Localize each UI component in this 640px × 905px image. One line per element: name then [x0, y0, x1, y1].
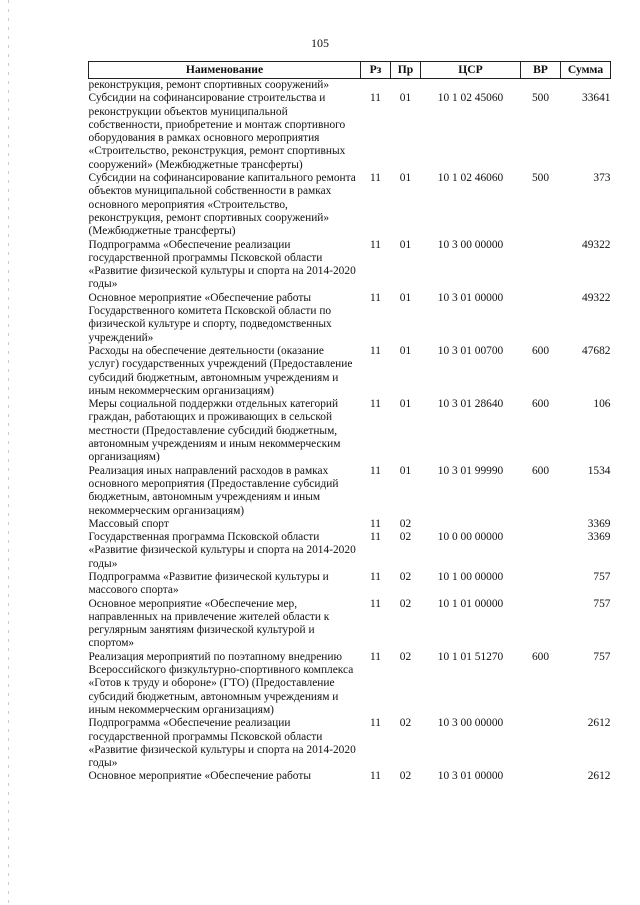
table-row	[89, 398, 611, 464]
row-vr	[521, 770, 561, 783]
row-sum: 757	[593, 570, 611, 583]
row-sum: 47682	[582, 344, 611, 357]
row-sum	[561, 79, 611, 93]
row-vr	[521, 598, 561, 651]
row-rz: 11	[370, 464, 381, 477]
row-csr: 10 1 01 51270	[437, 650, 504, 663]
row-csr: 10 3 00 00000	[437, 717, 504, 730]
row-csr: 10 1 00 00000	[437, 570, 504, 583]
row-vr: 500	[531, 172, 550, 185]
row-sum: 3369	[587, 517, 611, 530]
row-vr	[521, 79, 561, 93]
table-row	[89, 292, 611, 345]
row-sum: 373	[593, 172, 611, 185]
row-vr	[521, 531, 561, 571]
page-number: 105	[311, 36, 329, 50]
row-vr	[521, 717, 561, 770]
table-row	[89, 717, 611, 770]
row-name: Субсидии на софинансирование капитального ремонта объектов муниципальной собственности в рамках основного мероприятия «Строительство, реконструкция, ремонт спортивных сооружений» (Межбюджетные трансферты)	[88, 172, 356, 238]
table-row	[89, 79, 611, 93]
row-pr: 01	[399, 238, 412, 251]
row-pr	[391, 79, 421, 93]
row-pr: 02	[399, 770, 412, 783]
table-row	[89, 518, 611, 531]
row-sum: 3369	[587, 531, 611, 544]
row-sum: 757	[593, 597, 611, 610]
table-row	[89, 345, 611, 398]
row-name: Основное мероприятие «Обеспечение мер, направленных на привлечение жителей области к регулярным занятиям физической культурой и спортом»	[88, 597, 330, 650]
table-row	[89, 531, 611, 571]
row-name: Основное мероприятие «Обеспечение работы Государственного комитета Псковской области по физической культуре и спорту, подведомственных учреждений»	[88, 291, 332, 344]
row-name: Реализация мероприятий по поэтапному внедрению Всероссийского физкультурно-спортивного комплекса «Готов к труду и обороне» (ГТО) (Предоставление субсидий бюджетным, автономным учреждениям и иным некоммерческим организациям)	[88, 650, 354, 716]
row-name: Субсидии на софинансирование строительства и реконструкции объектов муниципальной собственности, приобретение и монтаж спортивного оборудования в рамках основного мероприятия «Строительство, реконструкция, ремонт спортивных сооружений» (Межбюджетные трансферты)	[88, 92, 346, 171]
table-row	[89, 598, 611, 651]
header-csr: ЦСР	[421, 62, 521, 79]
row-csr: 10 3 00 00000	[437, 238, 504, 251]
row-pr: 02	[399, 717, 412, 730]
table-header-row	[89, 62, 611, 79]
row-sum: 49322	[582, 291, 611, 304]
row-vr: 600	[531, 344, 550, 357]
table-row	[89, 92, 611, 172]
row-name: Подпрограмма «Обеспечение реализации государственной программы Псковской области «Развитие физической культуры и спорта на 2014-2020 годы»	[88, 238, 356, 291]
row-name: Подпрограмма «Развитие физической культуры и массового спорта»	[88, 570, 329, 597]
row-csr: 10 1 01 00000	[437, 597, 504, 610]
row-vr: 600	[531, 650, 550, 663]
header-pr: Пр	[391, 62, 421, 79]
row-rz: 11	[370, 172, 381, 185]
row-rz: 11	[370, 291, 381, 304]
row-name: Реализация иных направлений расходов в рамках основного мероприятия (Предоставление субсидий бюджетным, автономным учреждениям и иным некоммерческим организациям)	[88, 464, 339, 517]
row-rz: 11	[370, 570, 381, 583]
row-name: Меры социальной поддержки отдельных категорий граждан, работающих и проживающих в сельской местности (Предоставление субсидий бюджетным, автономным учреждениям и иным некоммерческим организациям)	[88, 398, 341, 464]
row-vr: 600	[531, 464, 550, 477]
table-row	[89, 651, 611, 717]
table-row	[89, 172, 611, 238]
row-sum: 33641	[582, 92, 611, 105]
table-row	[89, 239, 611, 292]
table-row	[89, 465, 611, 518]
budget-table	[88, 61, 611, 784]
row-vr: 600	[531, 398, 550, 411]
row-rz: 11	[370, 238, 381, 251]
row-pr: 02	[399, 650, 412, 663]
header-sum: Сумма	[561, 62, 611, 79]
table-row	[89, 571, 611, 598]
row-vr: 500	[531, 92, 550, 105]
row-sum: 49322	[582, 238, 611, 251]
row-sum: 1534	[587, 464, 611, 477]
row-sum: 2612	[587, 770, 611, 783]
row-name: Массовый спорт	[88, 517, 169, 530]
row-vr	[521, 292, 561, 345]
row-pr: 01	[399, 344, 412, 357]
row-vr	[521, 518, 561, 531]
row-sum: 106	[593, 398, 611, 411]
row-csr: 10 1 02 45060	[437, 92, 504, 105]
row-csr: 10 3 01 28640	[437, 398, 504, 411]
row-vr	[521, 571, 561, 598]
row-rz: 11	[370, 531, 381, 544]
row-pr: 01	[399, 398, 412, 411]
row-pr: 02	[399, 597, 412, 610]
scan-edge	[8, 0, 9, 905]
row-csr: 10 1 02 46060	[437, 172, 504, 185]
row-rz: 11	[370, 717, 381, 730]
row-name: Основное мероприятие «Обеспечение работы	[88, 770, 311, 783]
row-pr: 01	[399, 92, 412, 105]
row-name: Расходы на обеспечение деятельности (оказание услуг) государственных учреждений (Предоставление субсидий бюджетным, автономным учреждениям и иным некоммерческим организациям)	[88, 344, 353, 397]
header-name: Наименование	[89, 62, 361, 79]
row-rz: 11	[370, 650, 381, 663]
row-pr: 02	[399, 570, 412, 583]
table-row	[89, 770, 611, 783]
row-rz: 11	[370, 770, 381, 783]
row-pr: 02	[399, 517, 412, 530]
row-csr: 10 3 01 99990	[437, 464, 504, 477]
row-name: Подпрограмма «Обеспечение реализации государственной программы Псковской области «Развитие физической культуры и спорта на 2014-2020 годы»	[88, 717, 356, 770]
row-rz: 11	[370, 92, 381, 105]
row-csr: 10 0 00 00000	[437, 531, 504, 544]
row-pr: 01	[399, 464, 412, 477]
row-name: реконструкция, ремонт спортивных сооружений»	[88, 79, 330, 91]
row-sum: 757	[593, 650, 611, 663]
header-rz: Рз	[361, 62, 391, 79]
row-csr: 10 3 01 00000	[437, 770, 504, 783]
row-rz	[361, 79, 391, 93]
row-rz: 11	[370, 398, 381, 411]
row-csr: 10 3 01 00700	[437, 344, 504, 357]
row-name: Государственная программа Псковской области «Развитие физической культуры и спорта на 2014-2020 годы»	[88, 531, 356, 570]
row-rz: 11	[370, 344, 381, 357]
header-vr: ВР	[521, 62, 561, 79]
row-pr: 01	[399, 291, 412, 304]
row-csr: 10 3 01 00000	[437, 291, 504, 304]
row-rz: 11	[370, 517, 381, 530]
row-csr	[421, 79, 521, 93]
row-csr	[421, 518, 521, 531]
row-vr	[521, 239, 561, 292]
row-sum: 2612	[587, 717, 611, 730]
row-pr: 02	[399, 531, 412, 544]
row-rz: 11	[370, 597, 381, 610]
row-pr: 01	[399, 172, 412, 185]
